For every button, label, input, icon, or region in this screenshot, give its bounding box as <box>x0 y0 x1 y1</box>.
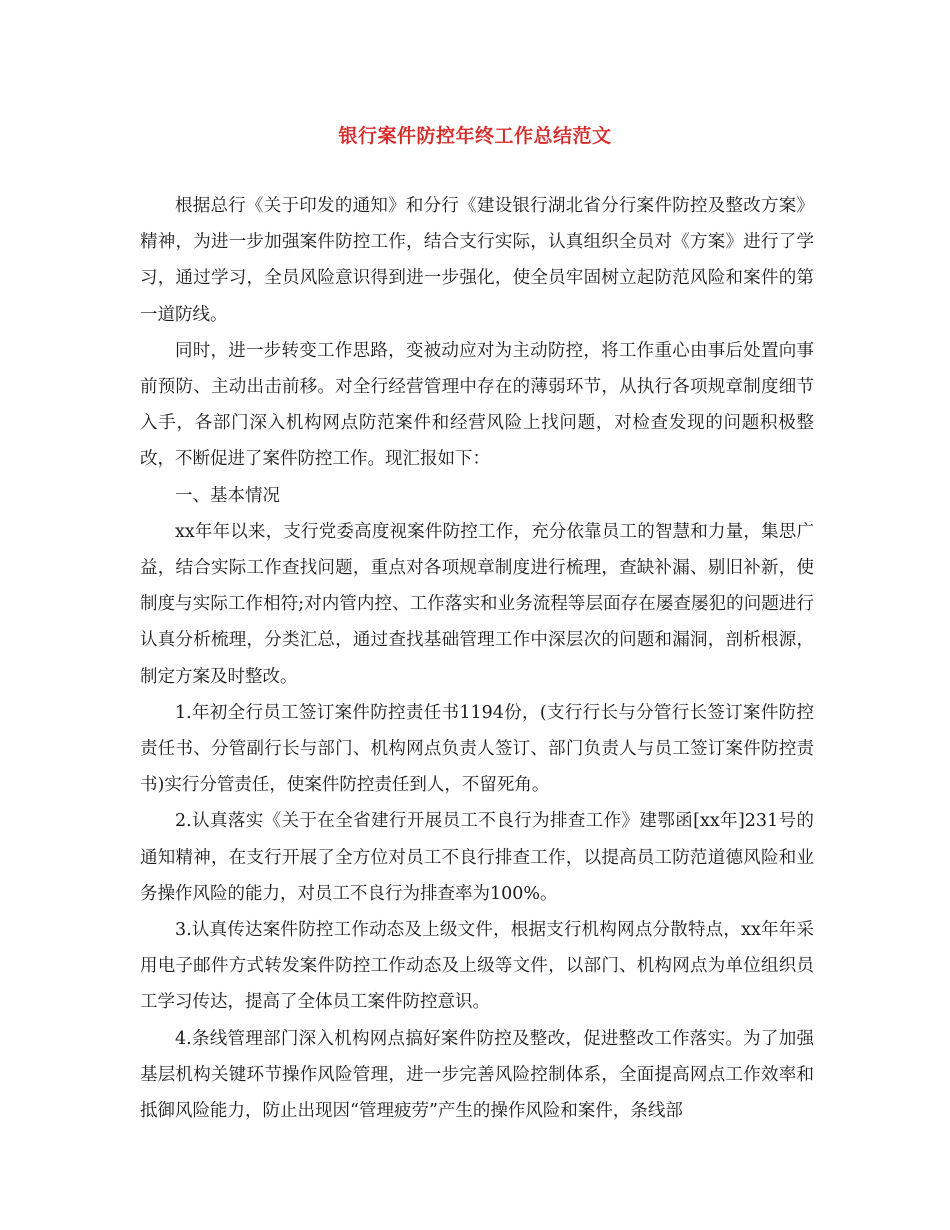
list-item-1: 1.年初全行员工签订案件防控责任书1194份，(支行行长与分管行长签订案件防控责任书、分管副行长与部门、机构网点负责人签订、部门负责人与员工签订案件防控责书)实行分管责任，使案件防控责任到人，不留死角。 <box>140 702 814 796</box>
paragraph-basic-situation: xx年年以来，支行党委高度视案件防控工作，充分依靠员工的智慧和力量，集思广益，结合实际工作查找问题，重点对各项规章制度进行梳理，查缺补漏、剔旧补新，使制度与实际工作相符;对内管内控、工作落实和业务流程等层面存在屡查屡犯的问题进行认真分析梳理，分类汇总，通过查找基础管理工作中深层次的问题和漏洞，剖析根源，制定方案及时整改。 <box>140 521 814 687</box>
paragraph-intro: 根据总行《关于印发的通知》和分行《建设银行湖北省分行案件防控及整改方案》精神，为进一步加强案件防控工作，结合支行实际，认真组织全员对《方案》进行了学习，通过学习，全员风险意识得到进一步强化，使全员牢固树立起防范风险和案件的第一道防线。 <box>140 196 814 325</box>
list-item-2: 2.认真落实《关于在全省建行开展员工不良行为排查工作》建鄂函[xx年]231号的通知精神，在支行开展了全方位对员工不良行排查工作，以提高员工防范道德风险和业务操作风险的能力，对员工不良行为排查率为100%。 <box>140 811 814 904</box>
document-title: 银行案件防控年终工作总结范文 <box>338 125 612 147</box>
section-heading-basic-situation: 一、基本情况 <box>175 485 280 506</box>
paragraph-approach: 同时，进一步转变工作思路，变被动应对为主动防控，将工作重心由事后处置向事前预防、主动出击前移。对全行经营管理中存在的薄弱环节，从执行各项规章制度细节入手，各部门深入机构网点防范案件和经营风险上找问题，对检查发现的问题积极整改，不断促进了案件防控工作。现汇报如下： <box>140 340 814 470</box>
list-item-4: 4.条线管理部门深入机构网点搞好案件防控及整改，促进整改工作落实。为了加强基层机构关键环节操作风险管理，进一步完善风险控制体系，全面提高网点工作效率和抵御风险能力，防止出现因“管理疲劳”产生的操作风险和案件，条线部 <box>140 1028 814 1122</box>
document-body <box>140 188 814 1129</box>
list-item-3: 3.认真传达案件防控工作动态及上级文件，根据支行机构网点分散特点，xx年年采用电子邮件方式转发案件防控工作动态及上级等文件，以部门、机构网点为单位组织员工学习传达，提高了全体员工案件防控意识。 <box>140 920 814 1013</box>
